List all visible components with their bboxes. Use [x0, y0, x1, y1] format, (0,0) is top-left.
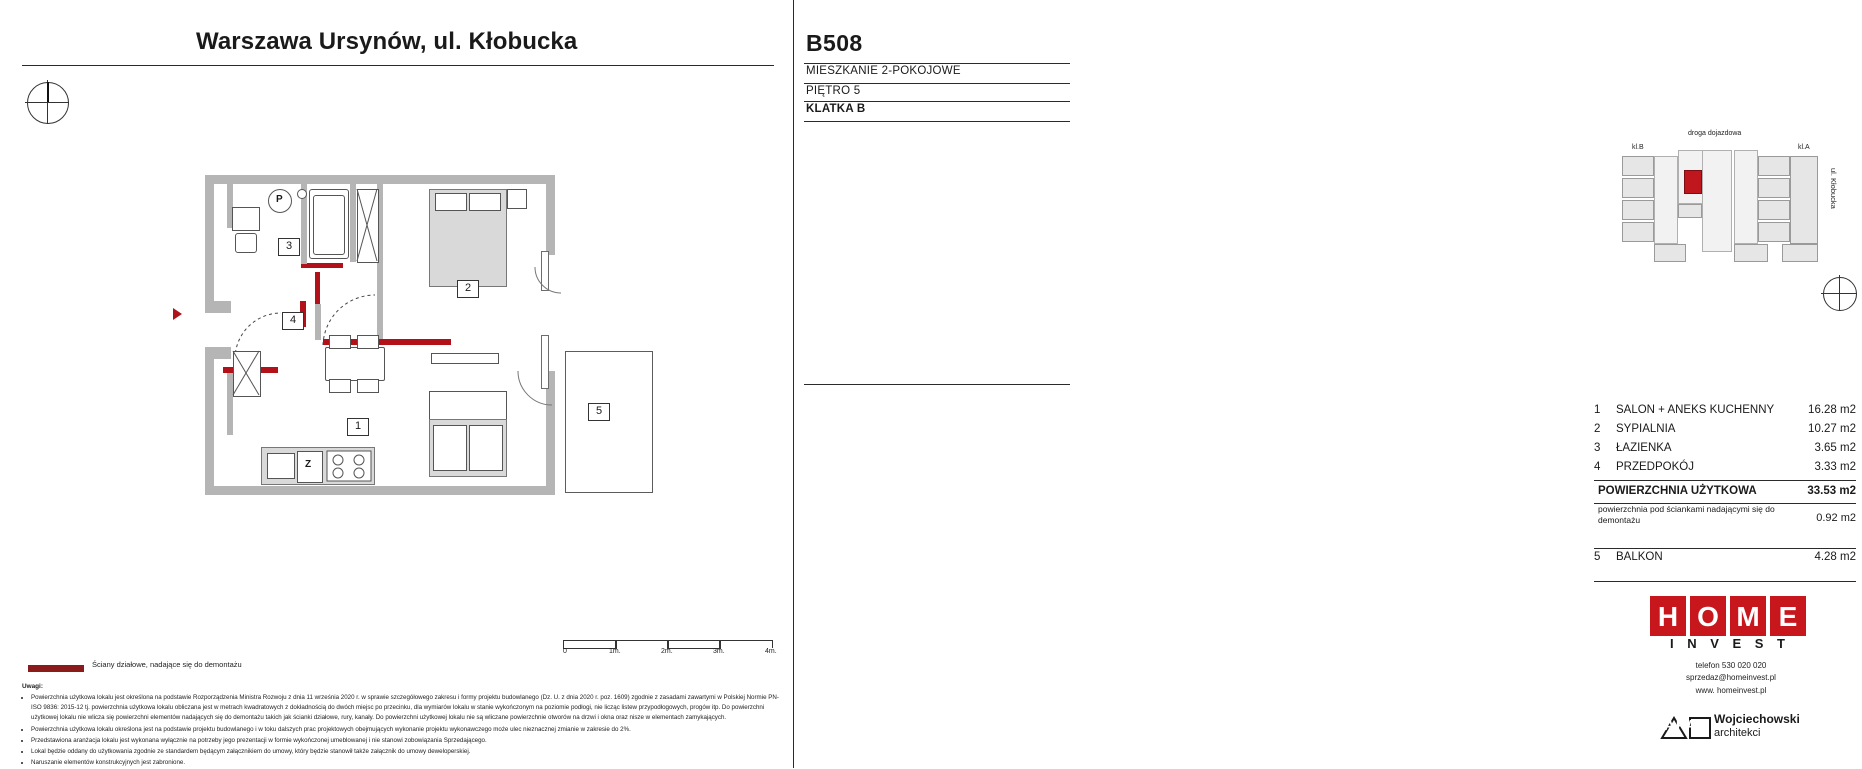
balcony-area: 4.28 m2 — [1814, 551, 1856, 563]
note-item: • Powierzchnia użytkowa lokalu jest określona na podstawie Rozporządzenia Ministra Rozwoju z dnia 11 września 2020 r. w sprawie szczegółowego zakresu i formy projektu budowlanego (Dz. U. z dnia 2020 r. poz. 1609) zgodnie z zasadami zawartymi w Polskiej Normie PN-ISO 9836: 2015-12 tj. powierzchnia użytkowa lokalu obliczana jest w metrach kwadratowych z dokładnością do dwóch miejsc po przecinku, dla wymiarów lokalu w stanie wykończonym na poziomie podłogi, nie licząc listew przypodłogowych, progów itp. Do powierzchni użytkowej lokalu nie wlicza się powierzchni elementów nadających się do demontażu takich jak ścianki działowe, rury, kanały. Do powierzchni użytkowej lokalu nie są wliczane powierzchnie otworów na drzwi i okna oraz nisze w elementach zamykających. — [31, 693, 782, 723]
sofa-cushion-right — [469, 425, 503, 471]
bath-shelf — [297, 189, 307, 199]
total-area: 33.53 m2 — [1807, 485, 1856, 497]
notes-title: Uwagi: — [22, 683, 43, 690]
architect-name-line2: architekci — [1714, 727, 1761, 739]
scale-tick-1: 1m. — [609, 648, 621, 655]
tv-console — [431, 353, 499, 364]
sofa-cushion-left — [433, 425, 467, 471]
site-location-map — [1602, 130, 1852, 290]
sink-bath — [232, 207, 260, 231]
site-stair-a-label: kl.A — [1798, 144, 1810, 151]
logo-letter-o: O — [1697, 601, 1719, 632]
room-number-1: 1 — [347, 418, 369, 436]
unit-staircase: KLATKA B — [806, 103, 866, 115]
room-no: 4 — [1594, 461, 1601, 473]
balcony-no: 5 — [1594, 551, 1601, 563]
demolition-label: powierzchnia pod ściankami nadającymi się do demontażu — [1598, 504, 1775, 526]
contact-phone: telefon 530 020 020 — [1695, 661, 1767, 670]
wardrobe-cross-icon — [357, 189, 377, 261]
bathtub-inner — [313, 195, 345, 255]
room-area: 16.28 m2 — [1808, 404, 1856, 416]
unit-floor: PIĘTRO 5 — [806, 85, 861, 97]
contact-website[interactable]: www. homeinvest.pl — [1695, 685, 1767, 695]
note-item: • Powierzchnia użytkowa lokalu określona jest na podstawie projektu budowlanego i w toku dalszych prac projektowych obejmujących wykonanie projektu wykonawczego może ulec nieznacznej zmianie w zakresie do 2%. — [31, 725, 782, 735]
washer-label: P — [276, 194, 283, 205]
unit-type: MIESZKANIE 2-POKOJOWE — [806, 65, 961, 77]
title-divider — [22, 65, 774, 66]
chair-2 — [357, 335, 379, 349]
note-item: • Naruszanie elementów konstrukcyjnych jest zabronione. — [31, 758, 782, 768]
architect-name-line1: Wojciechowski — [1714, 712, 1800, 726]
wardrobe-hall-cross-icon — [233, 351, 259, 395]
scale-bar — [563, 632, 778, 658]
info-panel — [794, 0, 1856, 768]
chair-4 — [357, 379, 379, 393]
site-street-label: ul. Kłobucka — [1829, 168, 1838, 209]
logo-letter-e: E — [1778, 601, 1798, 632]
logo-letter-m: M — [1736, 601, 1760, 632]
room-name: ŁAZIENKA — [1616, 442, 1672, 454]
balcony-row — [1594, 549, 1856, 581]
pillow-left — [435, 193, 467, 211]
dining-table — [325, 347, 385, 381]
room-area: 3.33 m2 — [1814, 461, 1856, 473]
room-name: SALON + ANEKS KUCHENNY — [1616, 404, 1775, 416]
table-row — [1594, 421, 1856, 440]
scale-tick-3: 3m. — [713, 648, 725, 655]
scale-tick-0: 0 — [563, 648, 567, 655]
entrance-arrow-icon — [173, 308, 182, 320]
legend-swatch — [28, 665, 84, 672]
contact-block — [1600, 660, 1862, 697]
total-area-row — [1594, 481, 1856, 503]
toilet — [235, 233, 257, 253]
room-number-2: 2 — [457, 280, 479, 298]
total-label: POWIERZCHNIA UŻYTKOWA — [1598, 485, 1757, 497]
legend-label: Ściany działowe, nadające się do demontażu — [92, 660, 242, 669]
contact-email[interactable]: sprzedaz@homeinvest.pl — [1686, 673, 1776, 683]
floor-plan-drawing — [205, 175, 603, 500]
chair-1 — [329, 335, 351, 349]
unit-code: B508 — [806, 30, 863, 56]
room-name: SYPIALNIA — [1616, 423, 1676, 435]
room-area: 10.27 m2 — [1808, 423, 1856, 435]
nightstand — [507, 189, 527, 209]
table-row — [1594, 440, 1856, 459]
room-name: PRZEDPOKÓJ — [1616, 461, 1694, 473]
site-road-label: droga dojazdowa — [1688, 130, 1742, 137]
room-number-5: 5 — [588, 403, 610, 421]
room-number-4: 4 — [282, 312, 304, 330]
room-no: 3 — [1594, 442, 1601, 454]
site-stair-b-label: kl.B — [1632, 144, 1644, 151]
room-no: 2 — [1594, 423, 1601, 435]
page-title: Warszawa Ursynów, ul. Kłobucka — [196, 28, 578, 55]
architect-name — [1714, 712, 1800, 741]
balcony-area — [565, 351, 653, 493]
room-no: 1 — [1594, 404, 1601, 416]
kitchen-sink — [267, 453, 295, 479]
brand-subtitle: I N V E S T — [1669, 636, 1790, 651]
site-north-arrow-icon — [1821, 275, 1859, 313]
plan-panel — [0, 0, 795, 768]
pillow-right — [469, 193, 501, 211]
table-row — [1594, 402, 1856, 421]
scale-tick-2: 2m. — [661, 648, 673, 655]
note-item: • Przedstawiona aranżacja lokalu jest wykonana wyłącznie na potrzeby jego prezentacji w formie wykończonej umeblowanej i nie stanowi zobowiązania Sprzedającego. — [31, 736, 782, 746]
logo-letter-h: H — [1657, 601, 1679, 632]
note-item: • Lokal będzie oddany do użytkowania zgodnie ze standardem będącym załącznikiem do umowy, który będzie stanowił także załącznik do umowy deweloperskiej. — [31, 747, 782, 757]
room-schedule-table — [1594, 402, 1856, 582]
architect-mark: APA — [1664, 717, 1698, 734]
demolition-row — [1594, 504, 1856, 548]
demolition-area: 0.92 m2 — [1816, 512, 1856, 524]
scale-tick-4: 4m. — [765, 648, 777, 655]
room-number-3: 3 — [278, 238, 300, 256]
cooktop-icon — [327, 451, 371, 481]
notes-block — [22, 682, 782, 769]
chair-3 — [329, 379, 351, 393]
highlighted-unit — [1684, 170, 1702, 194]
room-area: 3.65 m2 — [1814, 442, 1856, 454]
table-row — [1594, 459, 1856, 478]
balcony-name: BALKON — [1616, 551, 1663, 563]
north-arrow-icon — [25, 80, 71, 126]
notes-list — [31, 693, 782, 767]
dishwasher-label: Z — [305, 459, 312, 470]
